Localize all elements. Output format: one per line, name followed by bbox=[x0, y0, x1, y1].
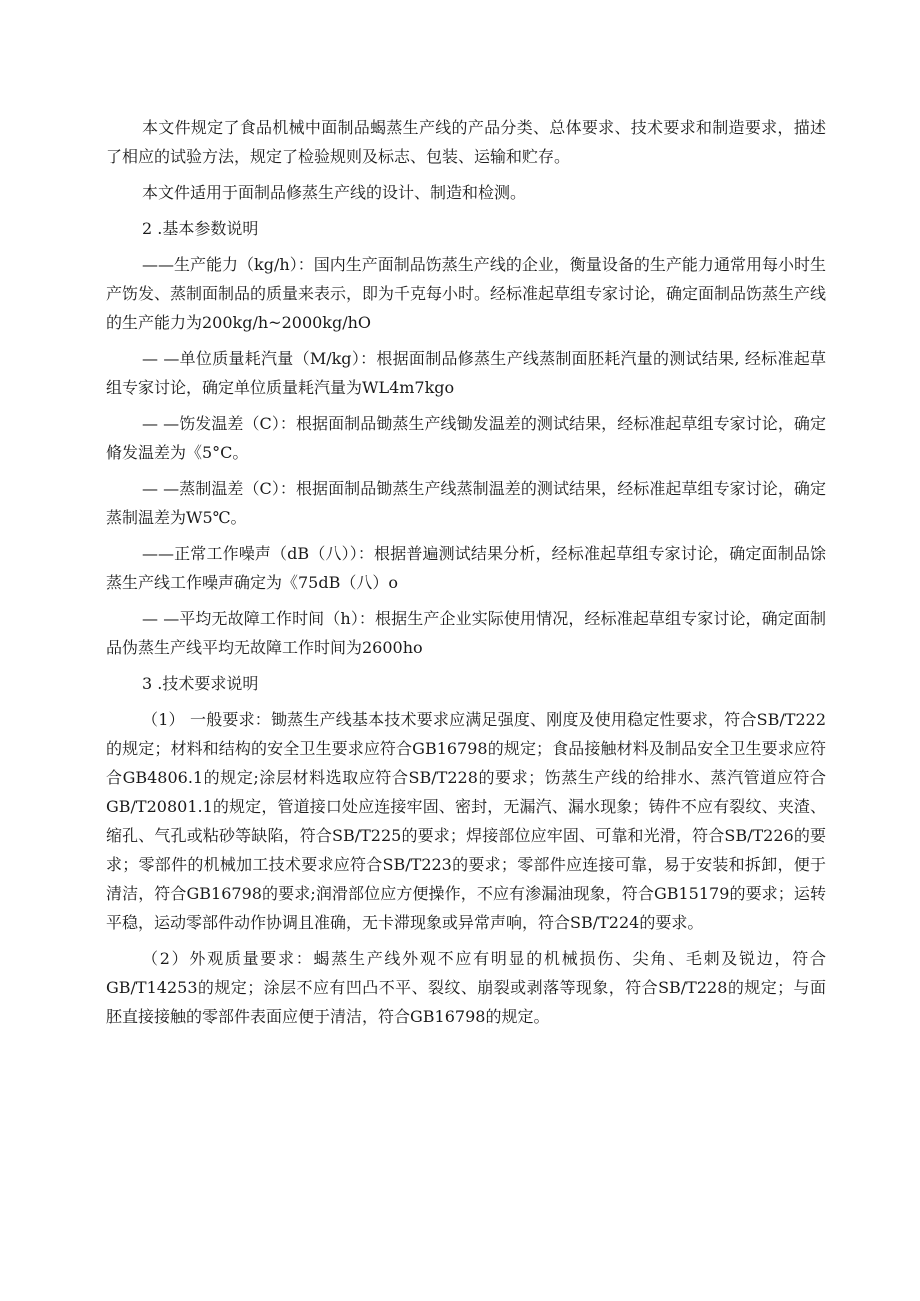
paragraph-intro-scope: 本文件规定了食品机械中面制品蝎蒸生产线的产品分类、总体要求、技术要求和制造要求，描述了相应的试验方法，规定了检验规则及标志、包装、运输和贮存。 bbox=[106, 118, 826, 166]
paragraph-steam-consumption: — —单位质量耗汽量（M/kg）：根据面制品修蒸生产线蒸制面胚耗汽量的测试结果, 经标准起草组专家讨论，确定单位质量耗汽量为WL4m7kgo bbox=[106, 349, 826, 397]
section-heading-technical-requirements: 3 .技术要求说明 bbox=[142, 674, 259, 693]
paragraph-mtbf: — —平均无故障工作时间（h）：根据生产企业实际使用情况，经标准起草组专家讨论，确定面制品伪蒸生产线平均无故障工作时间为2600ho bbox=[106, 609, 826, 657]
section-heading-basic-parameters: 2 .基本参数说明 bbox=[142, 219, 259, 238]
paragraph-production-capacity: ——生产能力（kg/h）：国内生产面制品饬蒸生产线的企业，衡量设备的生产能力通常用每小时生产饬发、蒸制面制品的质量来表示，即为千克每小时。经标准起草组专家讨论，确定面制品饬蒸生产线的生产能力为200kg/h~2000kg/hO bbox=[106, 255, 827, 332]
paragraph-steaming-temperature: — —蒸制温差（C）：根据面制品锄蒸生产线蒸制温差的测试结果，经标准起草组专家讨论，确定蒸制温差为W5℃。 bbox=[106, 479, 826, 527]
paragraph-working-noise: ——正常工作噪声（dB（八））：根据普遍测试结果分析，经标准起草组专家讨论，确定面制品馀蒸生产线工作噪声确定为《75dB（八）o bbox=[106, 544, 826, 592]
paragraph-general-requirements: （1） 一般要求：锄蒸生产线基本技术要求应满足强度、刚度及使用稳定性要求，符合SB/T222的规定；材料和结构的安全卫生要求应符合GB16798的规定；食品接触材料及制品安全卫生要求应符合GB4806.1的规定;涂层材料选取应符合SB/T228的要求；饬蒸生产线的给排水、蒸汽管道应符合GB/T20801.1的规定，管道接口处应连接牢固、密封，无漏汽、漏水现象；铸件不应有裂纹、夹渣、缩孔、气孔或粘砂等缺陷，符合SB/T225的要求；焊接部位应牢固、可靠和光滑，符合SB/T226的要求；零部件的机械加工技术要求应符合SB/T223的要求；零部件应连接可靠，易于安装和拆卸，便于清洁，符合GB16798的要求;润滑部位应方便操作，不应有渗漏油现象，符合GB15179的要求；运转平稳，运动零部件动作协调且准确，无卡滞现象或异常声响，符合SB/T224的要求。 bbox=[106, 710, 826, 932]
paragraph-intro-applicability: 本文件适用于面制品修蒸生产线的设计、制造和检测。 bbox=[142, 183, 527, 202]
document-body bbox=[106, 113, 826, 1031]
paragraph-proofing-temperature: — —饬发温差（C）：根据面制品锄蒸生产线锄发温差的测试结果，经标准起草组专家讨论，确定脩发温差为《5°C。 bbox=[106, 414, 826, 462]
paragraph-appearance-requirements: （2）外观质量要求：蝎蒸生产线外观不应有明显的机械损伤、尖角、毛刺及锐边，符合GB/T14253的规定；涂层不应有凹凸不平、裂纹、崩裂或剥落等现象，符合SB/T228的规定；与面胚直接接触的零部件表面应便于清洁，符合GB16798的规定。 bbox=[106, 949, 826, 1026]
